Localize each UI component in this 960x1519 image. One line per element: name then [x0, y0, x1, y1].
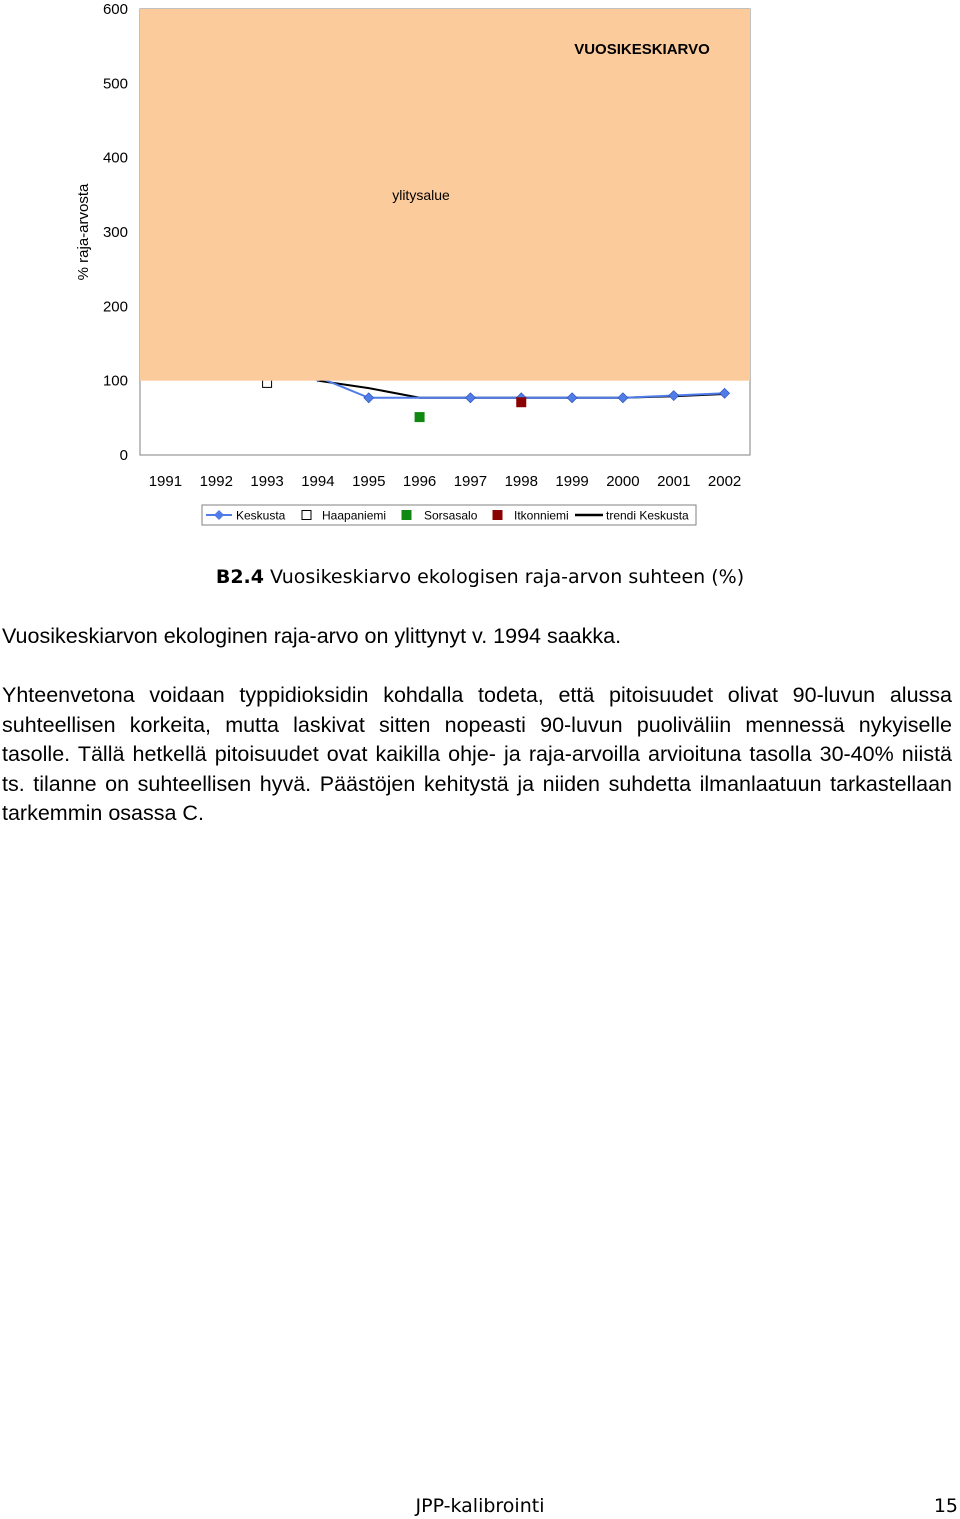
footer-title: JPP-kalibrointi: [415, 1495, 545, 1517]
x-tick-label: 2001: [657, 473, 691, 490]
legend-label: Keskusta: [236, 508, 286, 523]
x-tick-label: 1996: [402, 473, 437, 490]
x-tick-label: 1998: [504, 473, 538, 490]
y-tick-label: 400: [102, 149, 128, 167]
page-number: 15: [933, 1495, 958, 1517]
x-tick-label: 1999: [555, 473, 589, 490]
x-tick-label: 1991: [148, 473, 183, 490]
x-tick-label: 2002: [707, 473, 742, 490]
legend-marker-sorsasalo: [402, 511, 411, 520]
x-tick-label: 1997: [453, 473, 488, 490]
caption-prefix: B2.: [215, 566, 251, 588]
y-tick-label: 500: [102, 75, 128, 93]
y-tick-label: 300: [102, 224, 128, 241]
caption-number: 4: [250, 566, 265, 588]
summary-paragraph: Yhteenvetona voidaan typpidioksidin kohdalla todeta, että pitoisuudet olivat 90-luvun alussa suhteellisen korkeita, mutta laskivat sitten nopeasti 90-luvun puoliväliin mennessä nykyiselle tasolle. Tällä hetkellä pitoisuudet ovat kaikilla ohje- ja raja-arvoilla arvioituna tasolla 30-40% niistä ts. tilanne on suhteellisen hyvä. Päästöjen kehitystä ja niiden suhdetta ilmanlaatuun tarkastellaan tarkemmin osassa C.: [2, 683, 952, 825]
y-axis: [103, 1, 128, 464]
x-tick-label: 1993: [250, 473, 284, 490]
y-tick-label: 100: [102, 372, 128, 390]
y-tick-label: 600: [102, 1, 128, 18]
annual-average-chart: [0, 0, 960, 540]
itkonniemi-point: [517, 398, 526, 407]
y-tick-label: 200: [102, 298, 128, 316]
y-tick-label: 0: [119, 447, 128, 464]
x-tick-label: 1992: [199, 473, 233, 490]
sorsasalo-point: [415, 413, 424, 422]
chart-title: VUOSIKESKIARVO: [574, 41, 710, 58]
x-tick-label: 1994: [301, 473, 335, 490]
legend-label: Sorsasalo: [424, 508, 478, 523]
legend-marker-itkonniemi: [493, 511, 502, 520]
legend-label: trendi Keskusta: [606, 508, 689, 523]
caption-text: Vuosikeskiarvo ekologisen raja-arvon suhteen (%): [264, 566, 745, 588]
x-axis: [149, 473, 742, 490]
plot-area: [140, 9, 750, 455]
figure-caption: [0, 566, 960, 588]
legend-label: Haapaniemi: [322, 508, 387, 523]
legend-marker-haapaniemi: [302, 511, 311, 520]
legend-label: Itkonniemi: [514, 508, 569, 523]
y-axis-label: % raja-arvosta: [75, 183, 92, 281]
intro-paragraph: Vuosikeskiarvon ekologinen raja-arvo on ylittynyt v. 1994 saakka.: [2, 624, 622, 648]
chart-legend: [202, 505, 696, 525]
x-tick-label: 2000: [606, 473, 640, 490]
region-label: ylitysalue: [392, 187, 450, 203]
x-tick-label: 1995: [352, 473, 386, 490]
